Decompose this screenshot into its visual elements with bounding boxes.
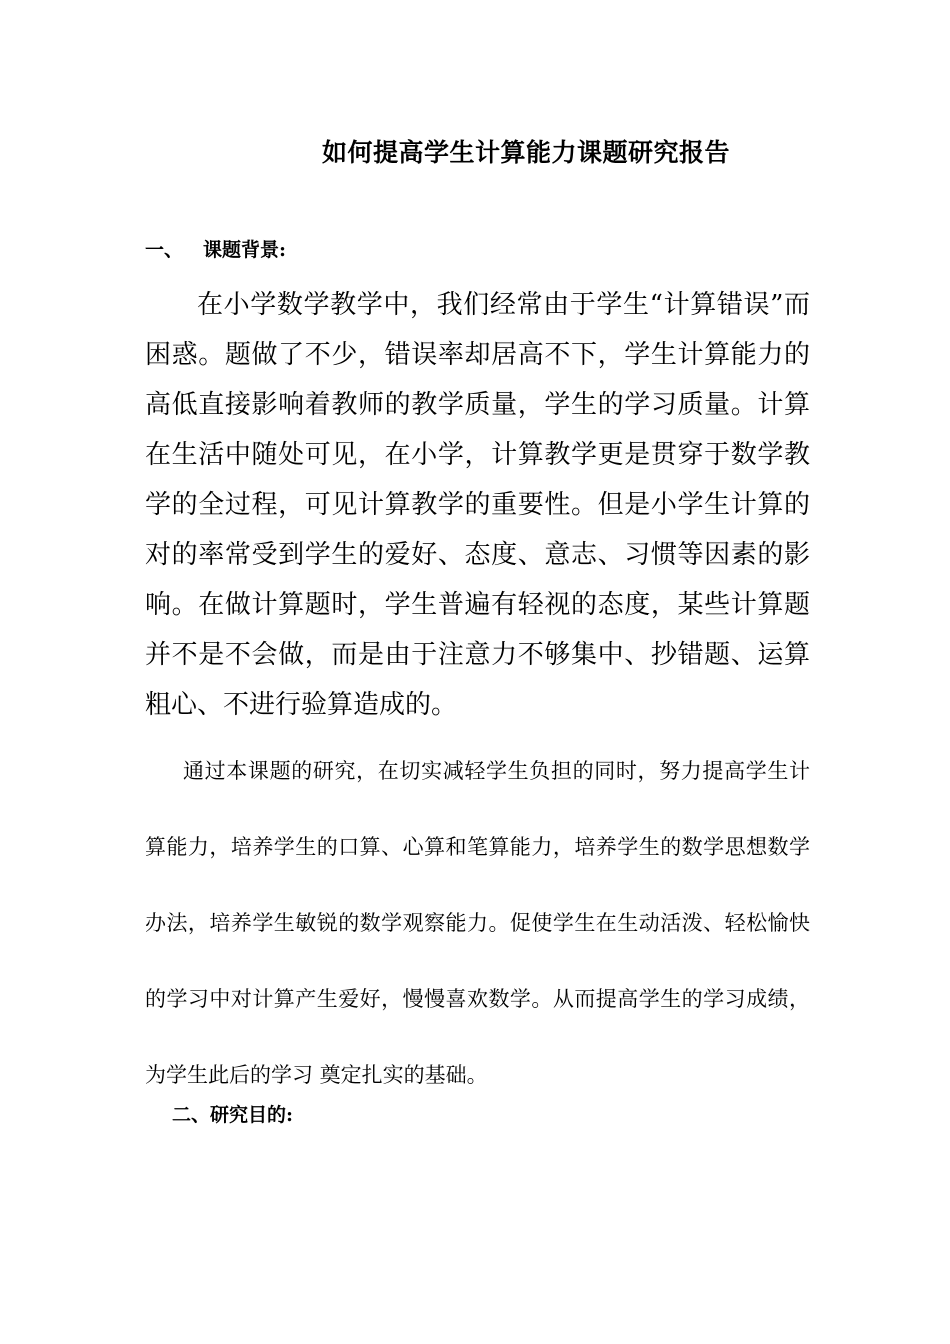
background-paragraph-1: 在小学数学教学中，我们经常由于学生“计算错误”而困惑。题做了不少，错误率却居高不下，学生计算能力的高低直接影响着教师的教学质量，学生的学习质量。计算在生活中随处可见，在小学，计算教学更是贯穿于数学教学的全过程，可见计算教学的重要性。但是小学生计算的对的率常受到学生的爱好、态度、意志、习惯等因素的影响。在做计算题时，学生普遍有轻视的态度，某些计算题并不是不会做，而是由于注意力不够集中、抄错题、运算粗心、不进行验算造成的。 <box>145 290 810 720</box>
section-heading-purpose: 二、研究目的: <box>172 1104 294 1126</box>
section-heading-text: 课题背景: <box>203 239 287 261</box>
section-heading-background <box>145 235 286 262</box>
document-title: 如何提高学生计算能力课题研究报告 <box>322 138 731 167</box>
section-number: 一、 <box>145 239 184 261</box>
background-paragraph-2: 通过本课题的研究，在切实减轻学生负担的同时，努力提高学生计算能力，培养学生的口算、心算和笔算能力，培养学生的数学思想数学办法，培养学生敏锐的数学观察能力。促使学生在生动活泼、轻松愉快的学习中对计算产生爱好，慢慢喜欢数学。从而提高学生的学习成绩，为学生此后的学习 奠定扎实的基础。 <box>145 759 810 1087</box>
